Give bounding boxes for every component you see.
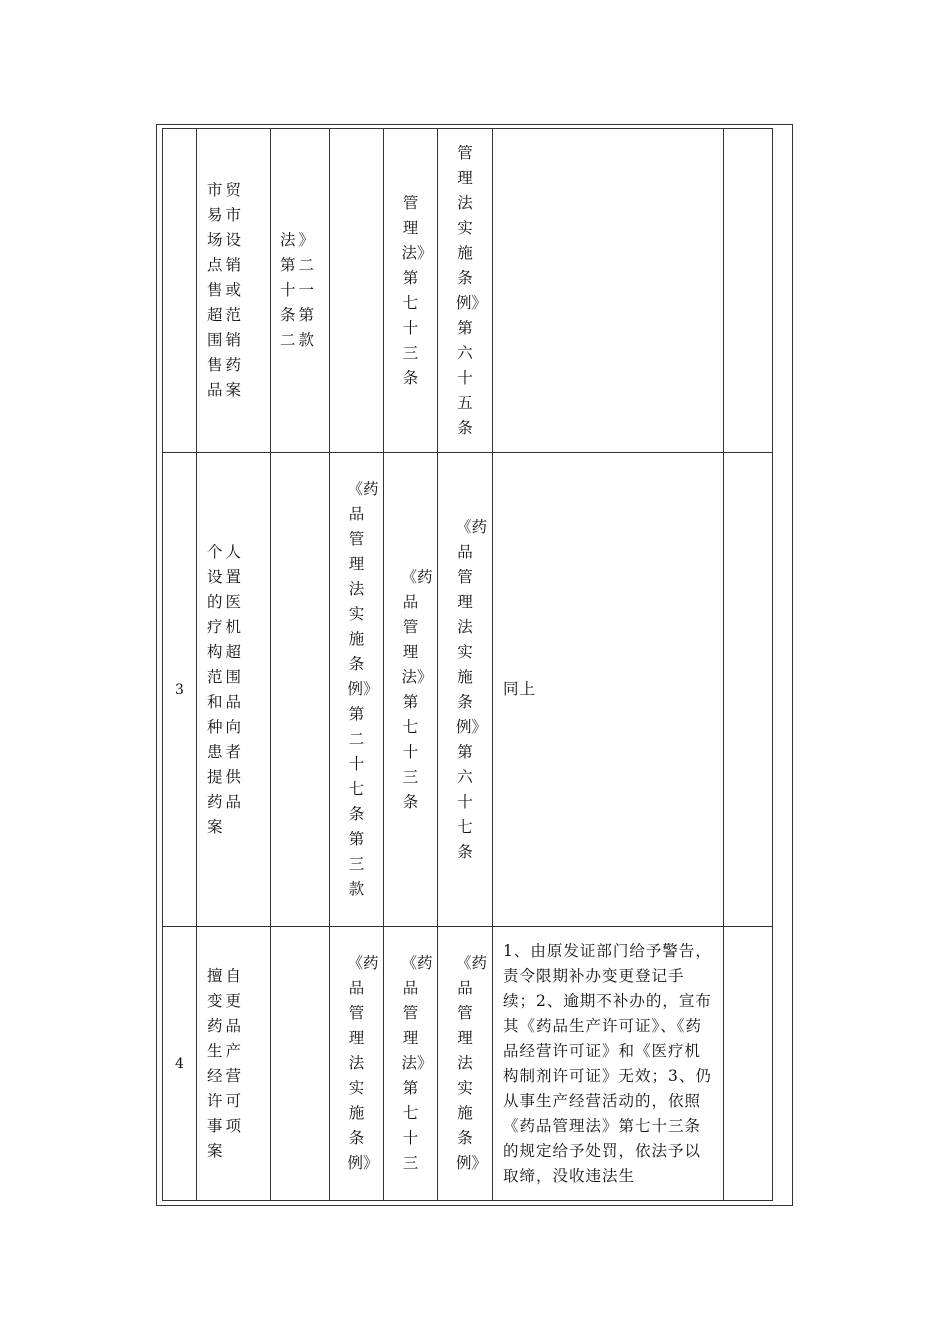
row-number: 4: [163, 927, 197, 1201]
case-name-cell: 市贸易市场设点销售或超范围销售药品案: [197, 129, 271, 453]
basis-b-cell: 《药品管理法实施条例》第二十七条第三款: [330, 453, 384, 927]
basis-d-cell: 管理法实施条例》第六十五条: [438, 129, 493, 453]
row-number: [163, 129, 197, 453]
note-cell: [724, 453, 773, 927]
row-number: 3: [163, 453, 197, 927]
basis-c-cell: 管理法》第七十三条: [384, 129, 438, 453]
basis-c-cell: 《药品管理法》第七十三: [384, 927, 438, 1201]
penalty-cell: 1、由原发证部门给予警告，责令限期补办变更登记手续；2、逾期不补办的，宣布其《药品生产许可证》、《药品经营许可证》和《医疗机构制剂许可证》无效；3、仍从事生产经营活动的，依照《药品管理法》第七十三条的规定给予处罚，依法予以取缔，没收违法生: [493, 927, 724, 1201]
basis-a-cell: [271, 927, 330, 1201]
penalty-table: [162, 128, 773, 1201]
case-name-cell: 个人设置的医疗机构超范围和品种向患者提供药品案: [197, 453, 271, 927]
table-row: [163, 927, 773, 1201]
note-cell: [724, 129, 773, 453]
table-row: [163, 453, 773, 927]
basis-d-cell: 《药品管理法实施条例》: [438, 927, 493, 1201]
case-name-cell: 擅自变更药品生产经营许可事项案: [197, 927, 271, 1201]
basis-c-cell: 《药品管理法》第七十三条: [384, 453, 438, 927]
note-cell: [724, 927, 773, 1201]
penalty-cell: [493, 129, 724, 453]
basis-b-cell: 《药品管理法实施条例》: [330, 927, 384, 1201]
table-row: [163, 129, 773, 453]
basis-d-cell: 《药品管理法实施条例》第六十七条: [438, 453, 493, 927]
basis-b-cell: [330, 129, 384, 453]
penalty-cell: 同上: [493, 453, 724, 927]
basis-a-cell: [271, 453, 330, 927]
basis-a-cell: 法》第二十一条第二款: [271, 129, 330, 453]
